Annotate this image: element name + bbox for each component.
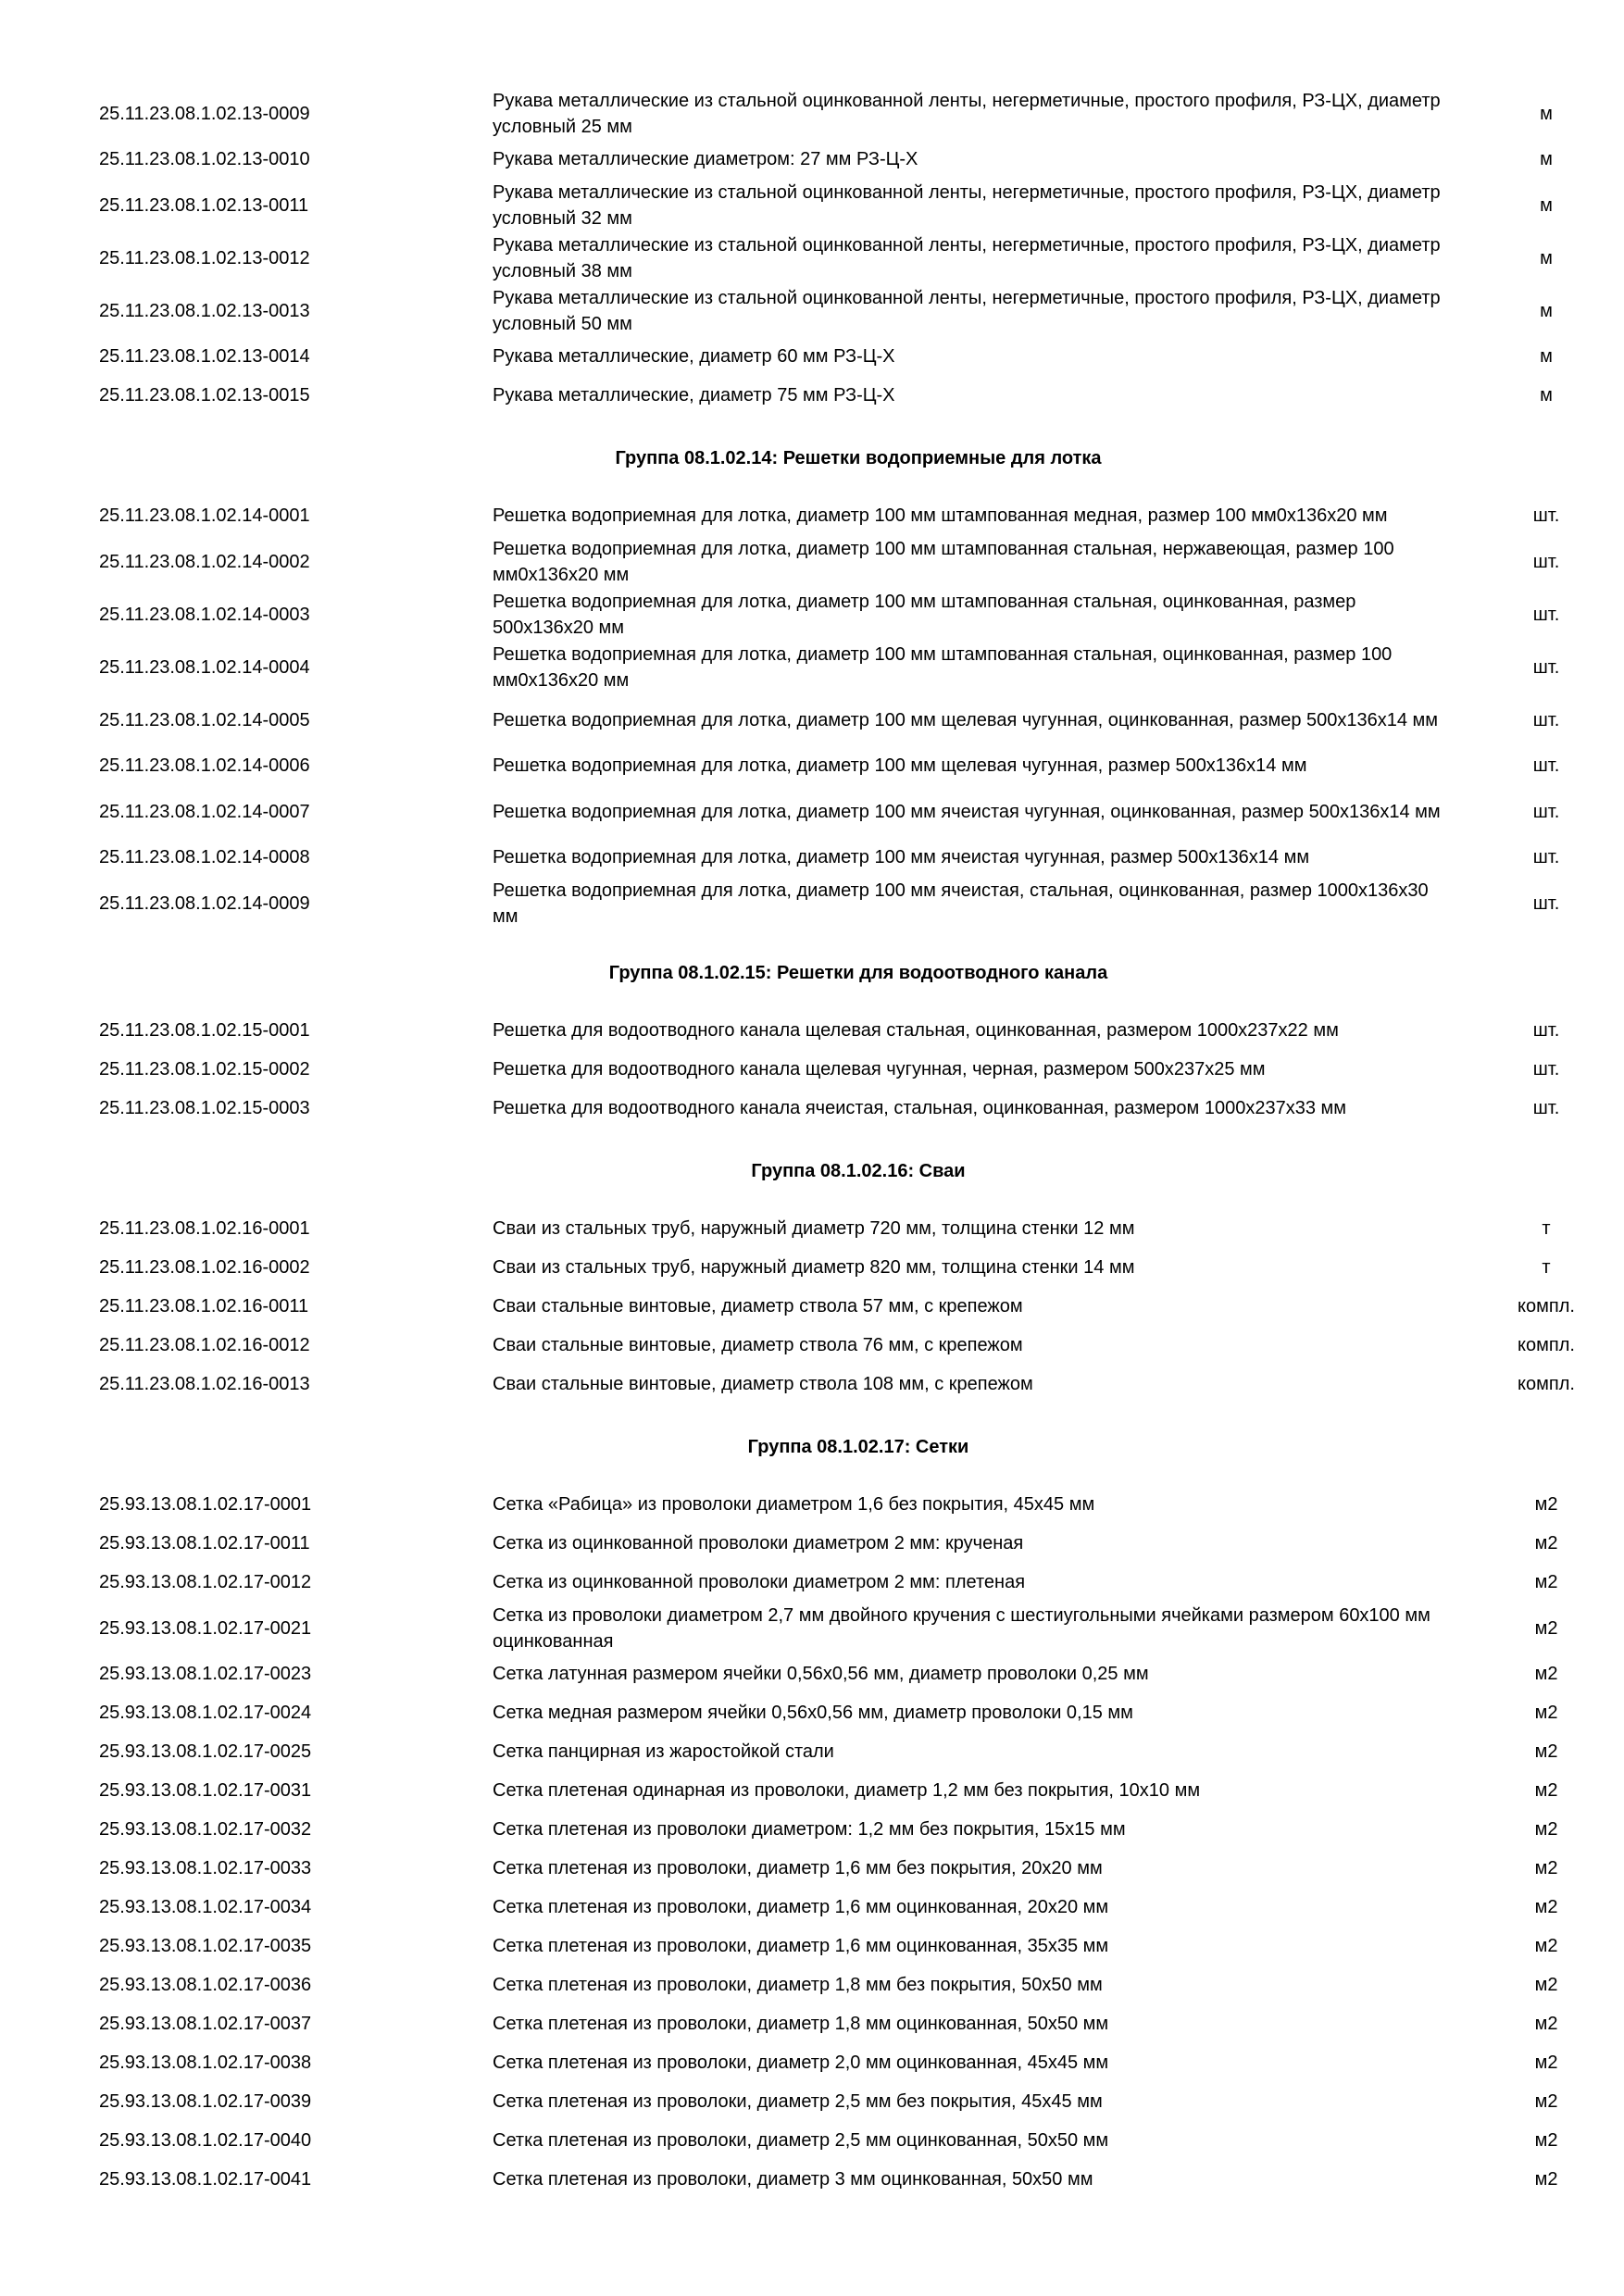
item-unit: м2 — [1534, 2053, 1558, 2073]
table-row — [0, 1089, 1624, 1128]
item-description: Решетка водоприемная для лотка, диаметр 100 мм ячеистая чугунная, оцинкованная, размер 500х136х14 мм — [493, 801, 1441, 822]
item-unit: м2 — [1534, 1617, 1558, 1639]
table-row — [0, 1011, 1624, 1050]
item-unit: шт. — [1532, 1020, 1560, 1041]
item-unit: м2 — [1534, 1780, 1558, 1801]
table-row — [0, 641, 1624, 693]
item-code: 25.11.23.08.1.02.14-0005 — [99, 709, 310, 730]
item-code: 25.93.13.08.1.02.17-0012 — [99, 1572, 312, 1592]
item-unit: шт. — [1532, 755, 1560, 776]
item-code: 25.11.23.08.1.02.13-0015 — [99, 385, 310, 406]
item-code: 25.93.13.08.1.02.17-0036 — [99, 1975, 312, 1995]
item-description: Сетка плетеная из проволоки, диаметр 1,6 мм оцинкованная, 35х35 мм — [493, 1936, 1109, 1956]
table-row — [0, 2121, 1624, 2160]
item-unit: м2 — [1534, 2091, 1558, 2112]
item-description: Сваи стальные винтовые, диаметр ствола 76 мм, с крепежом — [493, 1335, 1023, 1355]
item-code: 25.93.13.08.1.02.17-0038 — [99, 2053, 312, 2073]
item-unit: м2 — [1534, 2014, 1558, 2034]
table-row — [0, 337, 1624, 376]
item-code: 25.11.23.08.1.02.15-0003 — [99, 1098, 310, 1118]
group-heading-text: Группа 08.1.02.14: Решетки водоприемные для лотка — [615, 448, 1102, 468]
table-row — [0, 1771, 1624, 1810]
item-description: Решетка водоприемная для лотка, диаметр 100 мм ячеистая чугунная, размер 500х136х14 мм — [493, 847, 1310, 867]
item-description: Решетка водоприемная для лотка, диаметр 100 мм щелевая чугунная, оцинкованная, размер 500х136х14 мм — [493, 709, 1439, 730]
group-heading-text: Группа 08.1.02.17: Сетки — [747, 1437, 969, 1457]
item-description: Решетка для водоотводного канала ячеистая, стальная, оцинкованная, размером 1000х237х33 мм — [493, 1098, 1347, 1118]
item-unit: шт. — [1532, 656, 1560, 678]
table-row — [0, 877, 1624, 930]
item-code: 25.11.23.08.1.02.16-0011 — [99, 1296, 309, 1316]
item-unit: шт. — [1532, 892, 1560, 914]
table-row — [0, 376, 1624, 415]
item-code: 25.93.13.08.1.02.17-0023 — [99, 1664, 312, 1684]
item-unit: м2 — [1534, 1703, 1558, 1723]
item-description: Сетка плетеная из проволоки, диаметр 1,8 мм без покрытия, 50х50 мм — [493, 1975, 1103, 1995]
item-unit: м2 — [1534, 1936, 1558, 1956]
item-code: 25.11.23.08.1.02.16-0002 — [99, 1257, 310, 1278]
item-unit: м2 — [1534, 1664, 1558, 1684]
item-description: Решетка водоприемная для лотка, диаметр 100 мм ячеистая, стальная, оцинкованная, размер 1000х136х30 мм — [493, 880, 1429, 927]
table-row — [0, 2082, 1624, 2121]
group-heading — [0, 1144, 1624, 1199]
item-description: Сетка плетеная из проволоки, диаметр 1,6 мм оцинкованная, 20х20 мм — [493, 1897, 1109, 1917]
table-row — [0, 2160, 1624, 2199]
table-row — [0, 1287, 1624, 1326]
item-description: Сетка «Рабица» из проволоки диаметром 1,6 без покрытия, 45х45 мм — [493, 1494, 1095, 1515]
table-row — [0, 496, 1624, 535]
group-heading — [0, 431, 1624, 486]
table-row — [0, 1524, 1624, 1563]
item-unit: шт. — [1532, 709, 1560, 730]
item-description: Рукава металлические диаметром: 27 мм РЗ-Ц-Х — [493, 149, 918, 169]
item-description: Решетка водоприемная для лотка, диаметр 100 мм штампованная стальная, оцинкованная, размер 100 мм0х136х20 мм — [493, 643, 1393, 691]
item-unit: шт. — [1532, 847, 1560, 867]
table-row — [0, 1563, 1624, 1602]
item-code: 25.93.13.08.1.02.17-0021 — [99, 1617, 312, 1639]
item-description: Сетка плетеная из проволоки, диаметр 3 мм оцинкованная, 50х50 мм — [493, 2169, 1093, 2190]
table-row — [0, 535, 1624, 588]
item-description: Решетка для водоотводного канала щелевая стальная, оцинкованная, размером 1000х237х22 мм — [493, 1020, 1339, 1041]
item-code: 25.11.23.08.1.02.14-0002 — [99, 551, 310, 572]
item-description: Сваи стальные винтовые, диаметр ствола 57 мм, с крепежом — [493, 1296, 1023, 1316]
item-code: 25.11.23.08.1.02.15-0002 — [99, 1059, 310, 1079]
item-description: Сетка медная размером ячейки 0,56х0,56 мм, диаметр проволоки 0,15 мм — [493, 1703, 1133, 1723]
item-unit: шт. — [1532, 801, 1560, 822]
item-code: 25.93.13.08.1.02.17-0040 — [99, 2130, 312, 2151]
item-description: Сетка латунная размером ячейки 0,56х0,56 мм, диаметр проволоки 0,25 мм — [493, 1664, 1149, 1684]
item-code: 25.93.13.08.1.02.17-0011 — [99, 1533, 310, 1554]
item-description: Сваи стальные винтовые, диаметр ствола 108 мм, с крепежом — [493, 1374, 1033, 1394]
table-row — [0, 140, 1624, 179]
group-heading — [0, 1420, 1624, 1475]
item-code: 25.93.13.08.1.02.17-0033 — [99, 1858, 312, 1878]
table-row — [0, 1485, 1624, 1524]
item-description: Сетка плетеная из проволоки, диаметр 2,0 мм оцинкованная, 45х45 мм — [493, 2053, 1109, 2073]
item-code: 25.11.23.08.1.02.14-0006 — [99, 755, 310, 776]
table-row — [0, 1050, 1624, 1089]
item-description: Рукава металлические, диаметр 60 мм РЗ-Ц-Х — [493, 346, 895, 367]
table-row — [0, 693, 1624, 746]
item-description: Сетка плетеная из проволоки, диаметр 2,5 мм оцинкованная, 50х50 мм — [493, 2130, 1109, 2151]
item-unit: м2 — [1534, 1858, 1558, 1878]
item-description: Сетка панцирная из жаростойкой стали — [493, 1741, 834, 1762]
item-code: 25.93.13.08.1.02.17-0037 — [99, 2014, 312, 2034]
item-code: 25.93.13.08.1.02.17-0039 — [99, 2091, 312, 2112]
item-code: 25.11.23.08.1.02.14-0004 — [99, 656, 310, 678]
item-code: 25.11.23.08.1.02.13-0013 — [99, 300, 310, 321]
item-unit: шт. — [1532, 505, 1560, 526]
item-code: 25.93.13.08.1.02.17-0034 — [99, 1897, 312, 1917]
table-row — [0, 746, 1624, 785]
item-code: 25.11.23.08.1.02.14-0009 — [99, 892, 310, 914]
item-code: 25.11.23.08.1.02.15-0001 — [99, 1020, 310, 1041]
table-row — [0, 1654, 1624, 1693]
item-description: Сетка плетеная из проволоки, диаметр 1,8 мм оцинкованная, 50х50 мм — [493, 2014, 1109, 2034]
item-description: Сваи из стальных труб, наружный диаметр 820 мм, толщина стенки 14 мм — [493, 1257, 1135, 1278]
item-code: 25.93.13.08.1.02.17-0031 — [99, 1780, 312, 1801]
item-description: Решетка водоприемная для лотка, диаметр 100 мм штампованная стальная, нержавеющая, размер 100 мм0х136х20 мм — [493, 538, 1394, 585]
table-row — [0, 1888, 1624, 1927]
item-code: 25.11.23.08.1.02.13-0010 — [99, 149, 310, 169]
item-code: 25.93.13.08.1.02.17-0001 — [99, 1494, 312, 1515]
item-code: 25.11.23.08.1.02.13-0009 — [99, 103, 310, 124]
table-row — [0, 87, 1624, 140]
table-row — [0, 588, 1624, 641]
item-unit: м2 — [1534, 1819, 1558, 1840]
item-description: Рукава металлические, диаметр 75 мм РЗ-Ц-Х — [493, 385, 895, 406]
item-description: Рукава металлические из стальной оцинкованной ленты, негерметичные, простого профиля, РЗ-ЦХ, диаметр условный 32 мм — [493, 181, 1441, 229]
item-unit: м2 — [1534, 1533, 1558, 1554]
item-unit: компл. — [1518, 1374, 1575, 1394]
item-description: Сетка из оцинкованной проволоки диаметром 2 мм: крученая — [493, 1533, 1024, 1554]
table-row — [0, 1365, 1624, 1404]
item-code: 25.11.23.08.1.02.14-0001 — [99, 505, 310, 526]
item-unit: м — [1540, 385, 1553, 406]
item-unit: шт. — [1532, 551, 1560, 572]
item-code: 25.93.13.08.1.02.17-0041 — [99, 2169, 312, 2190]
item-unit: м — [1540, 149, 1553, 169]
item-description: Сетка плетеная из проволоки, диаметр 2,5 мм без покрытия, 45х45 мм — [493, 2091, 1103, 2112]
item-unit: м2 — [1534, 1897, 1558, 1917]
item-unit: т — [1542, 1218, 1551, 1239]
item-unit: м2 — [1534, 1572, 1558, 1592]
item-description: Сетка плетеная из проволоки диаметром: 1,2 мм без покрытия, 15х15 мм — [493, 1819, 1126, 1840]
table-row — [0, 1849, 1624, 1888]
item-unit: м2 — [1534, 1741, 1558, 1762]
table-row — [0, 284, 1624, 337]
item-description: Решетка водоприемная для лотка, диаметр 100 мм щелевая чугунная, размер 500х136х14 мм — [493, 755, 1307, 776]
table-row — [0, 1965, 1624, 2004]
item-unit: м2 — [1534, 2130, 1558, 2151]
item-code: 25.11.23.08.1.02.13-0012 — [99, 247, 310, 268]
table-row — [0, 1810, 1624, 1849]
table-row — [0, 838, 1624, 877]
item-unit: шт. — [1532, 604, 1560, 625]
table-row — [0, 785, 1624, 838]
item-unit: м — [1540, 103, 1553, 124]
item-code: 25.93.13.08.1.02.17-0025 — [99, 1741, 312, 1762]
item-unit: м — [1540, 346, 1553, 367]
item-unit: компл. — [1518, 1335, 1575, 1355]
item-description: Сетка плетеная из проволоки, диаметр 1,6 мм без покрытия, 20х20 мм — [493, 1858, 1103, 1878]
item-description: Сваи из стальных труб, наружный диаметр 720 мм, толщина стенки 12 мм — [493, 1218, 1135, 1239]
item-unit: м2 — [1534, 2169, 1558, 2190]
group-heading-text: Группа 08.1.02.16: Сваи — [751, 1161, 966, 1181]
table-row — [0, 2043, 1624, 2082]
item-unit: м — [1540, 194, 1553, 216]
item-code: 25.11.23.08.1.02.16-0001 — [99, 1218, 310, 1239]
item-code: 25.11.23.08.1.02.14-0003 — [99, 604, 310, 625]
document-body — [0, 87, 1624, 2199]
group-heading — [0, 946, 1624, 1001]
item-code: 25.11.23.08.1.02.13-0011 — [99, 194, 309, 216]
item-code: 25.11.23.08.1.02.14-0008 — [99, 847, 310, 867]
table-row — [0, 1248, 1624, 1287]
item-code: 25.11.23.08.1.02.16-0013 — [99, 1374, 310, 1394]
table-row — [0, 2004, 1624, 2043]
item-description: Решетка водоприемная для лотка, диаметр 100 мм штампованная медная, размер 100 мм0х136х20 мм — [493, 505, 1388, 526]
item-unit: м2 — [1534, 1494, 1558, 1515]
table-row — [0, 231, 1624, 284]
table-row — [0, 1732, 1624, 1771]
item-code: 25.11.23.08.1.02.13-0014 — [99, 346, 310, 367]
item-description: Решетка для водоотводного канала щелевая чугунная, черная, размером 500х237х25 мм — [493, 1059, 1266, 1079]
item-code: 25.93.13.08.1.02.17-0035 — [99, 1936, 312, 1956]
table-row — [0, 179, 1624, 231]
table-row — [0, 1602, 1624, 1654]
item-description: Сетка из оцинкованной проволоки диаметром 2 мм: плетеная — [493, 1572, 1026, 1592]
item-description: Рукава металлические из стальной оцинкованной ленты, негерметичные, простого профиля, РЗ-ЦХ, диаметр условный 38 мм — [493, 234, 1441, 281]
group-heading-text: Группа 08.1.02.15: Решетки для водоотводного канала — [608, 963, 1108, 983]
item-unit: м2 — [1534, 1975, 1558, 1995]
item-unit: компл. — [1518, 1296, 1575, 1316]
table-row — [0, 1209, 1624, 1248]
item-unit: шт. — [1532, 1098, 1560, 1118]
item-code: 25.93.13.08.1.02.17-0032 — [99, 1819, 312, 1840]
item-unit: т — [1542, 1257, 1551, 1278]
table-row — [0, 1927, 1624, 1965]
item-code: 25.11.23.08.1.02.14-0007 — [99, 801, 310, 822]
table-row — [0, 1326, 1624, 1365]
item-code: 25.11.23.08.1.02.16-0012 — [99, 1335, 310, 1355]
item-description: Сетка из проволоки диаметром 2,7 мм двойного кручения с шестиугольными ячейками размером 60х100 мм оцинкованная — [493, 1604, 1430, 1652]
item-description: Сетка плетеная одинарная из проволоки, диаметр 1,2 мм без покрытия, 10х10 мм — [493, 1780, 1201, 1801]
item-unit: м — [1540, 300, 1553, 321]
item-description: Рукава металлические из стальной оцинкованной ленты, негерметичные, простого профиля, РЗ-ЦХ, диаметр условный 50 мм — [493, 287, 1441, 334]
table-row — [0, 1693, 1624, 1732]
item-description: Решетка водоприемная для лотка, диаметр 100 мм штампованная стальная, оцинкованная, размер 500х136х20 мм — [493, 591, 1356, 638]
item-unit: м — [1540, 247, 1553, 268]
item-code: 25.93.13.08.1.02.17-0024 — [99, 1703, 312, 1723]
item-description: Рукава металлические из стальной оцинкованной ленты, негерметичные, простого профиля, РЗ-ЦХ, диаметр условный 25 мм — [493, 90, 1441, 137]
item-unit: шт. — [1532, 1059, 1560, 1079]
